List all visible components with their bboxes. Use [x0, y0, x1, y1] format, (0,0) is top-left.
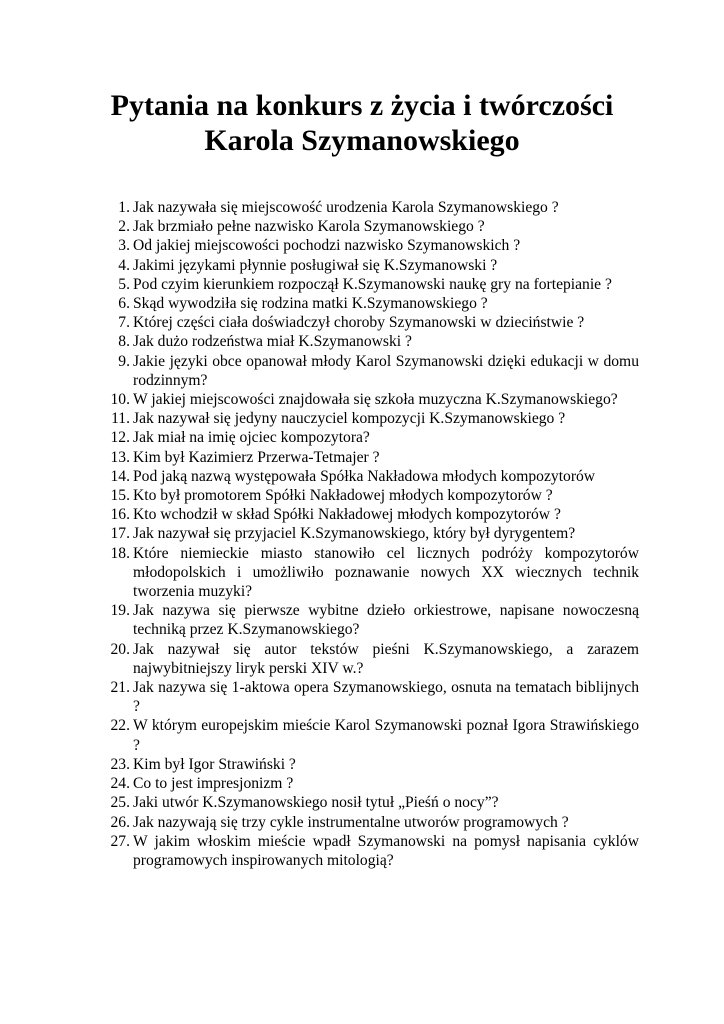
- question-text: Pod czyim kierunkiem rozpoczął K.Szymanowski naukę gry na fortepianie ?: [133, 275, 612, 293]
- question-number: 25.: [110, 794, 130, 812]
- question-item: [96, 486, 639, 505]
- question-item: [96, 236, 639, 255]
- question-item: [96, 217, 639, 236]
- question-text: Pod jaką nazwą występowała Spółka Nakładowa młodych kompozytorów: [133, 467, 596, 485]
- question-item: [96, 793, 639, 812]
- question-item: [96, 332, 639, 351]
- question-number: 8.: [118, 333, 130, 351]
- question-text: Jakimi językami płynnie posługiwał się K.Szymanowski ?: [133, 256, 498, 274]
- question-item: [96, 467, 639, 486]
- title-line-2: Karola Szymanowskiego: [204, 124, 520, 157]
- question-number: 21.: [110, 679, 130, 697]
- question-number: 11.: [111, 410, 130, 428]
- question-number: 16.: [110, 506, 130, 524]
- question-text: W jakim włoskim mieście wpadł Szymanowski na pomysł napisania cyklów programowych inspirowanych mitologią?: [133, 832, 639, 869]
- question-item: [96, 716, 639, 754]
- question-text: Jakie języki obce opanował młody Karol Szymanowski dzięki edukacji w domu rodzinnym?: [133, 352, 639, 389]
- question-item: [96, 390, 639, 409]
- question-text: Jaki utwór K.Szymanowskiego nosił tytuł „Pieśń o nocy”?: [133, 794, 499, 812]
- question-item: [96, 275, 639, 294]
- question-item: [96, 832, 639, 870]
- page-title: [60, 88, 664, 158]
- question-item: [96, 678, 639, 716]
- question-item: [96, 813, 639, 832]
- question-item: [96, 505, 639, 524]
- question-number: 24.: [110, 775, 130, 793]
- question-text: Jak dużo rodzeństwa miał K.Szymanowski ?: [133, 333, 412, 351]
- question-text: Jak nazywał się jedyny nauczyciel kompozycji K.Szymanowskiego ?: [133, 410, 566, 428]
- question-number: 9.: [118, 352, 130, 370]
- question-number: 13.: [110, 448, 130, 466]
- question-text: Jak nazywają się trzy cykle instrumentalne utworów programowych ?: [133, 813, 569, 831]
- question-item: [96, 428, 639, 447]
- question-number: 27.: [110, 832, 130, 850]
- question-item: [96, 198, 639, 217]
- question-item: [96, 601, 639, 639]
- question-text: Które niemieckie miasto stanowiło cel licznych podróży kompozytorów młodopolskich i umożliwiło poznawanie nowych XX wiecznych technik tworzenia muzyki?: [133, 544, 639, 601]
- question-text: Jak nazywał się przyjaciel K.Szymanowskiego, który był dyrygentem?: [133, 525, 576, 543]
- question-number: 22.: [110, 717, 130, 735]
- question-text: Kto wchodził w skład Spółki Nakładowej młodych kompozytorów ?: [133, 506, 561, 524]
- question-text: Której części ciała doświadczył choroby Szymanowski w dzieciństwie ?: [133, 314, 585, 332]
- question-text: Kim był Igor Strawiński ?: [133, 755, 296, 773]
- question-number: 4.: [118, 256, 130, 274]
- question-text: Jak brzmiało pełne nazwisko Karola Szymanowskiego ?: [133, 218, 485, 236]
- question-text: Jak nazywał się autor tekstów pieśni K.Szymanowskiego, a zarazem najwybitniejszy liryk perski XIV w.?: [133, 640, 639, 677]
- question-number: 10.: [110, 391, 130, 409]
- question-number: 12.: [110, 429, 130, 447]
- question-number: 15.: [110, 487, 130, 505]
- question-text: Jak miał na imię ojciec kompozytora?: [133, 429, 370, 447]
- question-item: [96, 774, 639, 793]
- question-item: [96, 352, 639, 390]
- question-number: 2.: [118, 218, 130, 236]
- question-number: 7.: [118, 314, 130, 332]
- question-text: Skąd wywodziła się rodzina matki K.Szymanowskiego ?: [133, 295, 488, 313]
- question-number: 20.: [110, 640, 130, 658]
- question-item: [96, 409, 639, 428]
- question-text: Kim był Kazimierz Przerwa-Tetmajer ?: [133, 448, 380, 466]
- question-number: 17.: [110, 525, 130, 543]
- question-number: 19.: [110, 602, 130, 620]
- question-list: [96, 198, 639, 870]
- question-item: [96, 544, 639, 602]
- question-text: W którym europejskim mieście Karol Szymanowski poznał Igora Strawińskiego ?: [133, 717, 639, 754]
- question-number: 5.: [118, 275, 130, 293]
- question-text: Kto był promotorem Spółki Nakładowej młodych kompozytorów ?: [133, 487, 553, 505]
- question-text: W jakiej miejscowości znajdowała się szkoła muzyczna K.Szymanowskiego?: [133, 391, 618, 409]
- question-item: [96, 448, 639, 467]
- question-text: Jak nazywa się 1-aktowa opera Szymanowskiego, osnuta na tematach biblijnych ?: [133, 679, 639, 716]
- question-number: 18.: [110, 544, 130, 562]
- question-number: 6.: [118, 295, 130, 313]
- question-item: [96, 755, 639, 774]
- question-item: [96, 294, 639, 313]
- question-item: [96, 313, 639, 332]
- question-number: 1.: [118, 199, 130, 216]
- question-text: Jak nazywa się pierwsze wybitne dzieło orkiestrowe, napisane nowoczesną techniką przez K.Szymanowskiego?: [133, 602, 639, 639]
- question-number: 23.: [110, 755, 130, 773]
- question-item: [96, 640, 639, 678]
- question-number: 26.: [110, 813, 130, 831]
- question-number: 14.: [110, 467, 130, 485]
- question-text: Jak nazywała się miejscowość urodzenia Karola Szymanowskiego ?: [133, 199, 559, 216]
- question-text: Od jakiej miejscowości pochodzi nazwisko Szymanowskich ?: [133, 237, 521, 255]
- question-number: 3.: [118, 237, 130, 255]
- title-line-1: Pytania na konkurs z życia i twórczości: [110, 89, 614, 122]
- question-text: Co to jest impresjonizm ?: [133, 775, 294, 793]
- question-item: [96, 256, 639, 275]
- question-item: [96, 524, 639, 543]
